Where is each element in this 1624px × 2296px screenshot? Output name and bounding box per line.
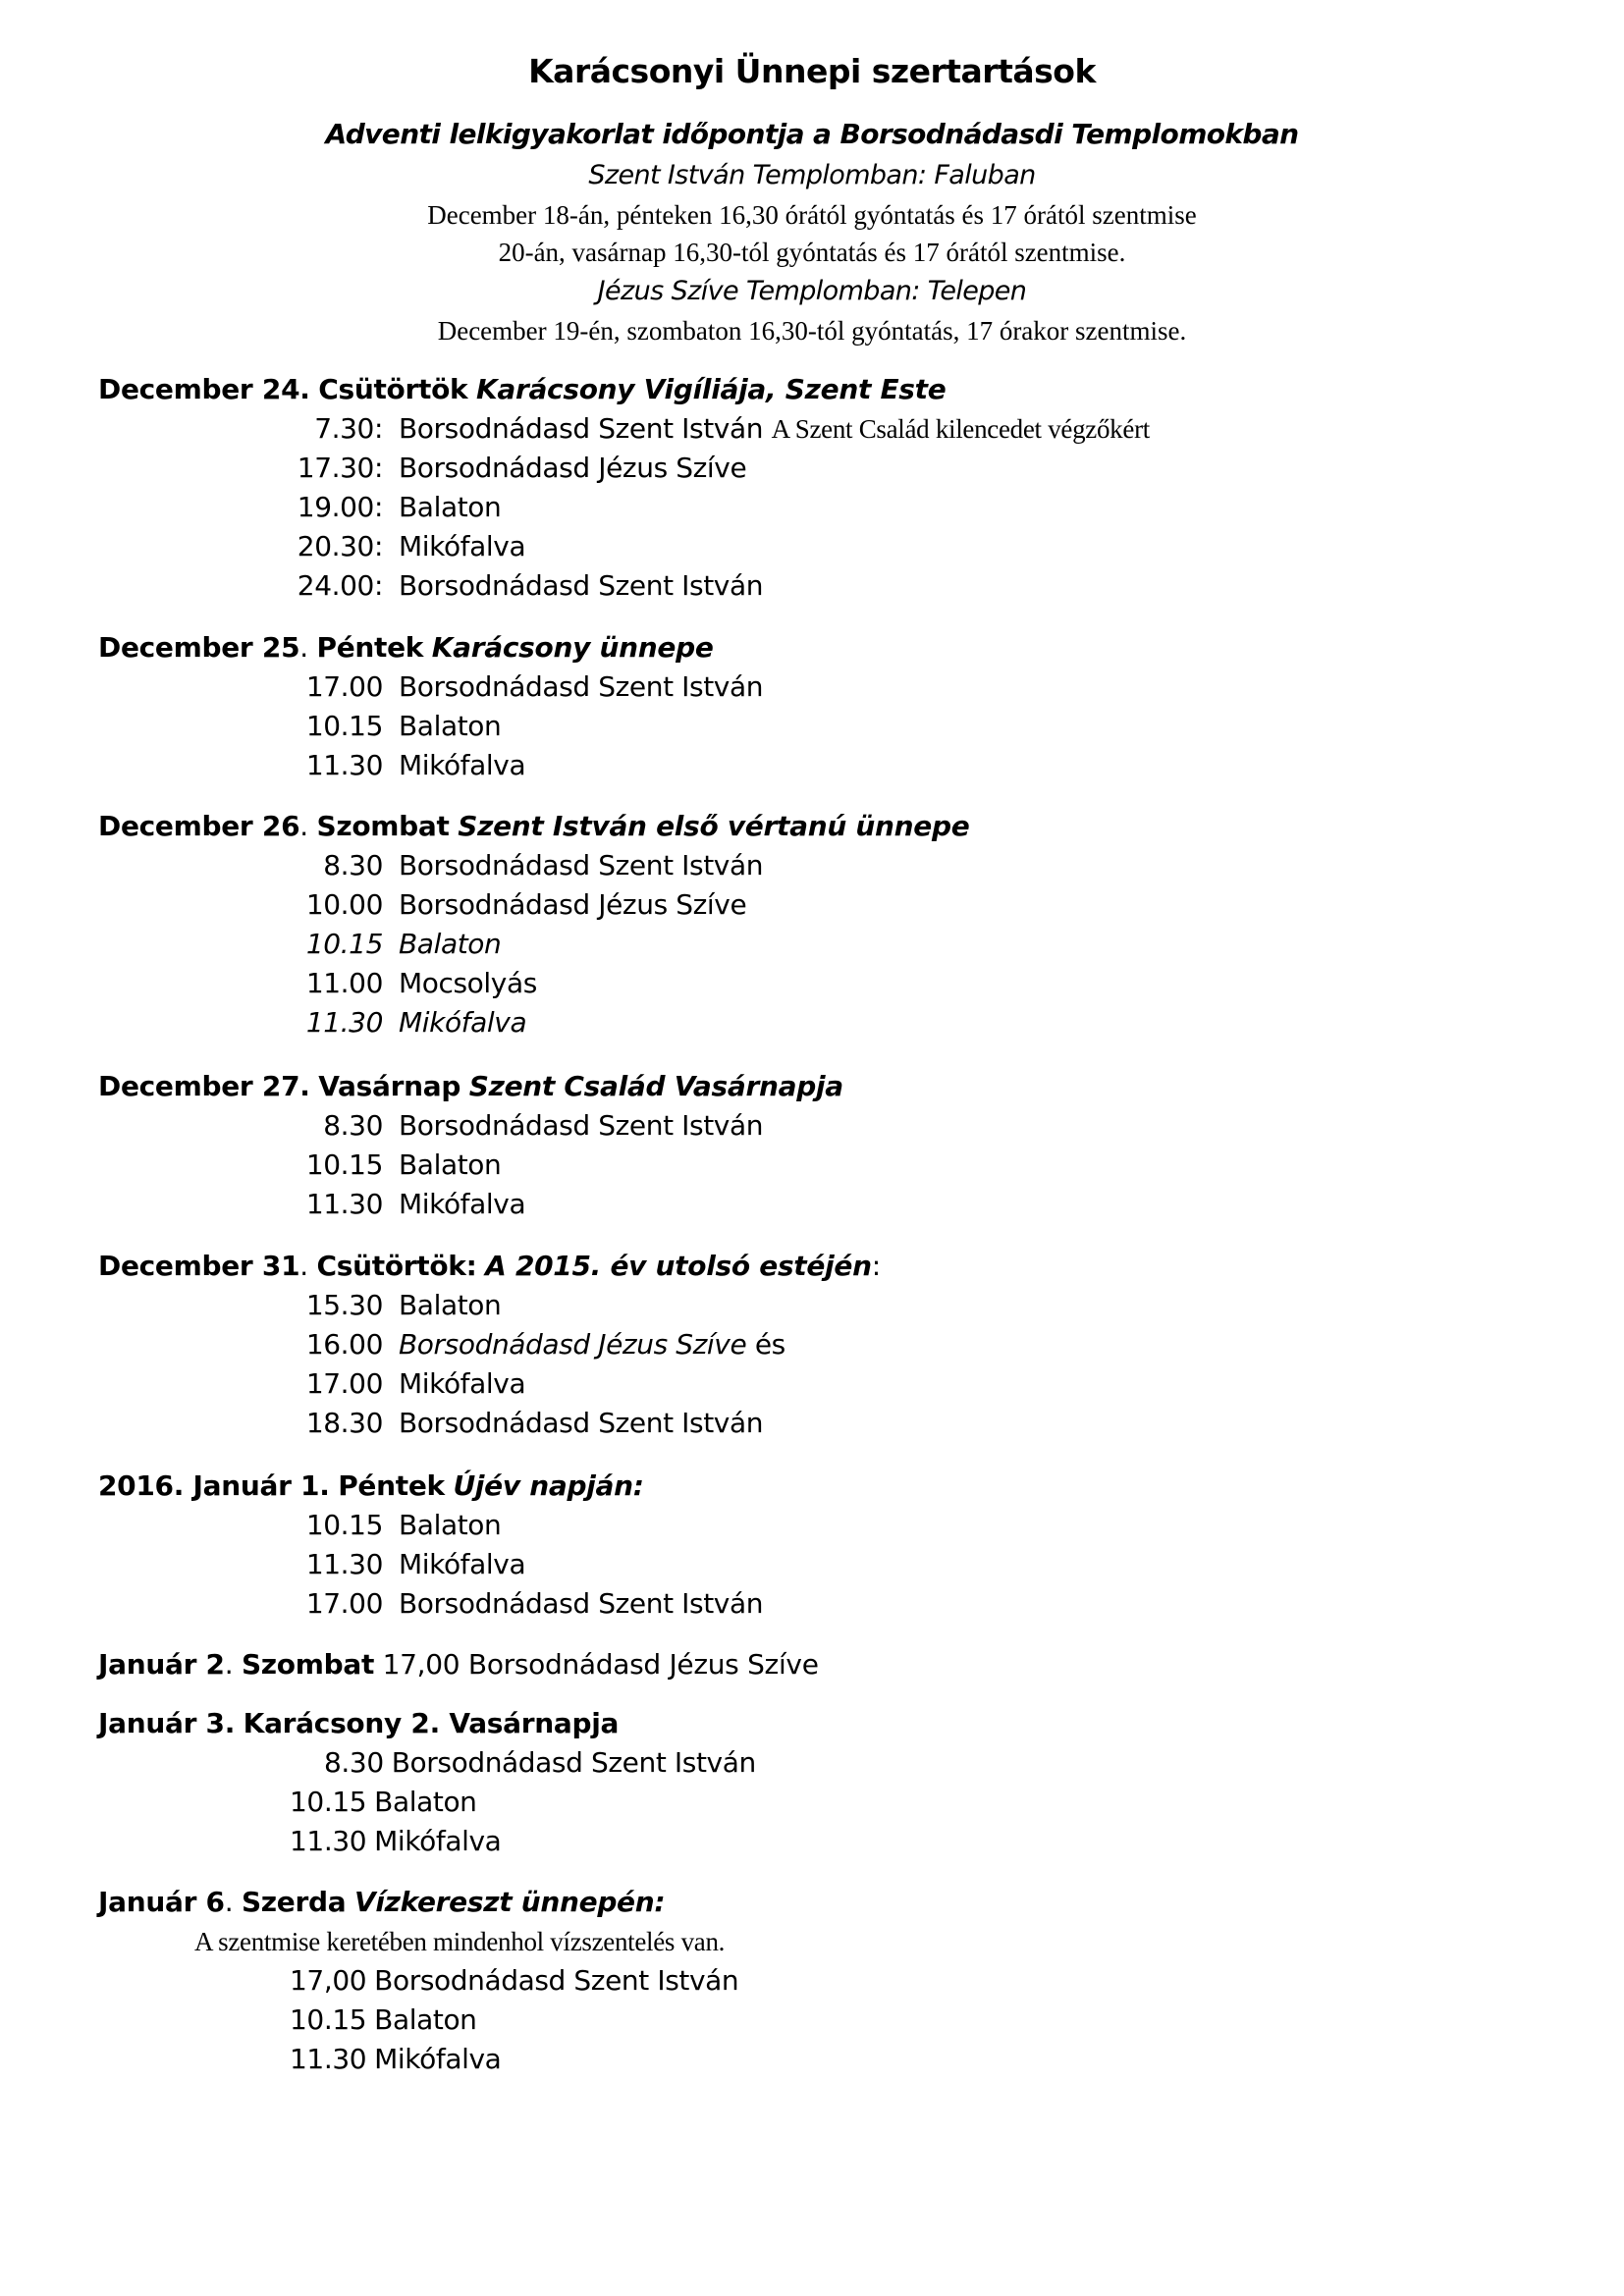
section-heading (98, 370, 1571, 409)
section-weekday: Vasárnap (318, 1070, 461, 1102)
section-date: Január 6 (98, 1886, 225, 1918)
mass-place: Balaton (374, 2003, 477, 2036)
mass-time: 10.15 (290, 1786, 367, 1818)
mass-time: 11.30 (305, 1006, 383, 1039)
mass-row (98, 2001, 1571, 2040)
mass-row (98, 1783, 1571, 1822)
mass-place: Mikófalva (399, 749, 526, 781)
section-dec-31 (98, 1247, 1571, 1443)
section-weekday: Péntek (316, 631, 424, 664)
mass-row (98, 488, 1571, 527)
section-heading (98, 1467, 1571, 1506)
section-weekday: Karácsony 2. Vasárnapja (243, 1707, 620, 1739)
section-weekday: Csütörtök (318, 373, 468, 405)
mass-time: 17.00 (305, 1587, 383, 1620)
mass-time: 8.30 (323, 849, 383, 881)
mass-row (98, 1286, 1571, 1325)
section-feast: Szent Család Vasárnapja (468, 1070, 843, 1102)
mass-time: 10.00 (305, 888, 383, 921)
mass-row (98, 527, 1571, 566)
section-date-separator: . (224, 1648, 234, 1681)
section-heading (98, 628, 1571, 667)
church2-schedule-line-1: December 19-én, szombaton 16,30-tól gyóntatás, 17 órakor szentmise. (437, 316, 1187, 346)
section-date-separator: . (319, 1469, 330, 1502)
mass-row (98, 1961, 1571, 2001)
section-date-separator: . (299, 810, 308, 842)
church1-heading: Szent István Templomban: Faluban (588, 160, 1036, 190)
section-jan-3 (98, 1704, 1571, 1861)
mass-time: 20.30: (297, 530, 383, 562)
mass-time: 8.30 (324, 1746, 384, 1779)
mass-place: Mocsolyás (399, 967, 537, 999)
section-date-separator: . (299, 1070, 310, 1102)
section-feast-suffix: : (871, 1250, 881, 1282)
mass-row (98, 1003, 1571, 1042)
mass-time: 11.30 (305, 1188, 383, 1220)
mass-row (98, 1545, 1571, 1584)
section-date: Január 3 (98, 1707, 225, 1739)
mass-row (98, 566, 1571, 606)
section-date: December 24 (98, 373, 300, 405)
section-date-separator: . (224, 1886, 234, 1918)
mass-time: 10.15 (290, 2003, 367, 2036)
church1-schedule-line-2: 20-án, vasárnap 16,30-tól gyóntatás és 17 órától szentmise. (498, 238, 1126, 267)
mass-place: Borsodnádasd Szent István (399, 849, 764, 881)
mass-place: Borsodnádasd Szent István (399, 569, 764, 602)
mass-place: Mikófalva (399, 1006, 527, 1039)
mass-time: 7.30: (314, 412, 383, 445)
mass-place: Borsodnádasd Szent István (399, 412, 764, 445)
section-date: 2016. Január 1 (98, 1469, 320, 1502)
section-weekday: Szombat (241, 1648, 375, 1681)
mass-place: Mikófalva (399, 530, 526, 562)
mass-place: Balaton (399, 710, 502, 742)
section-weekday: Csütörtök: (316, 1250, 477, 1282)
mass-place: Mikófalva (399, 1188, 526, 1220)
section-feast: Vízkereszt ünnepén: (353, 1886, 666, 1918)
section-jan-6 (98, 1883, 1571, 2079)
mass-time: 11.00 (305, 967, 383, 999)
mass-time: 11.30 (305, 1548, 383, 1580)
section-date: December 27 (98, 1070, 300, 1102)
section-dec-27 (98, 1067, 1571, 1224)
section-date: December 26 (98, 810, 300, 842)
mass-time: 10.15 (305, 1148, 383, 1181)
mass-place: Mikófalva (399, 1367, 526, 1400)
mass-time: 17.00 (305, 670, 383, 703)
section-date: December 25 (98, 631, 300, 664)
section-heading (98, 1247, 1571, 1286)
section-feast: Szent István első vértanú ünnepe (458, 810, 970, 842)
section-heading (98, 1704, 1571, 1743)
mass-place: Borsodnádasd Szent István (399, 1407, 764, 1439)
advent-heading: Adventi lelkigyakorlat időpontja a Borsodnádasdi Templomokban (325, 118, 1299, 150)
mass-place: Mikófalva (374, 2043, 502, 2075)
mass-time: 18.30 (305, 1407, 383, 1439)
section-dec-25 (98, 628, 1571, 785)
mass-row (98, 1506, 1571, 1545)
mass-row (98, 449, 1571, 488)
mass-time: 15.30 (305, 1289, 383, 1321)
section-heading (98, 1067, 1571, 1106)
mass-row (98, 1185, 1571, 1224)
mass-note: A Szent Család kilencedet végzőkért (771, 414, 1150, 444)
section-date: Január 2 (98, 1648, 225, 1681)
section-date-separator: . (299, 1250, 308, 1282)
mass-place: Balaton (374, 1786, 477, 1818)
mass-row (98, 1325, 1571, 1364)
mass-row (98, 1743, 1571, 1783)
mass-time: 17.00 (305, 1367, 383, 1400)
mass-suffix: és (754, 1328, 785, 1361)
page-title: Karácsonyi Ünnepi szertartások (528, 52, 1096, 90)
mass-time: 10.15 (305, 1509, 383, 1541)
mass-time: 11.30 (290, 1825, 367, 1857)
section-date-separator: . (224, 1707, 236, 1739)
mass-time: 10.15 (305, 710, 383, 742)
mass-time: 17.30: (297, 452, 383, 484)
church1-schedule-line-1: December 18-án, pénteken 16,30 órától gyóntatás és 17 órától szentmise (427, 200, 1197, 230)
mass-place: Borsodnádasd Szent István (374, 1964, 739, 1997)
mass-row (98, 964, 1571, 1003)
section-weekday: Szombat (316, 810, 450, 842)
mass-place: Borsodnádasd Szent István (391, 1746, 756, 1779)
section-heading (98, 1883, 1571, 1922)
mass-row (98, 746, 1571, 785)
mass-row (98, 846, 1571, 885)
mass-time: 19.00: (297, 491, 383, 523)
mass-place: Borsodnádasd Szent István (399, 1587, 764, 1620)
section-dec-26 (98, 807, 1571, 1042)
mass-time: 8.30 (323, 1109, 383, 1142)
section-heading (98, 1645, 1571, 1684)
section-heading (98, 807, 1571, 846)
mass-time: 16.00 (305, 1328, 383, 1361)
section-jan-2 (98, 1645, 1571, 1684)
mass-place: Balaton (399, 1148, 502, 1181)
mass-row (98, 1146, 1571, 1185)
section-feast: Karácsony ünnepe (431, 631, 714, 664)
section-date: December 31 (98, 1250, 300, 1282)
mass-row (98, 1404, 1571, 1443)
mass-time: 11.30 (305, 749, 383, 781)
section-feast: A 2015. év utolsó estéjén (485, 1250, 872, 1282)
mass-place: Balaton (399, 1289, 502, 1321)
mass-time: 11.30 (290, 2043, 367, 2075)
mass-place: Mikófalva (399, 1548, 526, 1580)
mass-row (98, 1106, 1571, 1146)
mass-row (98, 1822, 1571, 1861)
section-inline-mass: 17,00 Borsodnádasd Jézus Szíve (382, 1648, 819, 1681)
mass-row (98, 1364, 1571, 1404)
section-dec-24 (98, 370, 1571, 606)
mass-row (98, 2040, 1571, 2079)
section-date-separator: . (299, 373, 310, 405)
mass-place: Borsodnádasd Jézus Szíve (399, 1328, 747, 1361)
mass-time: 17,00 (290, 1964, 367, 1997)
section-feast: Újév napján: (453, 1469, 644, 1502)
mass-place: Borsodnádasd Szent István (399, 670, 764, 703)
mass-time: 24.00: (297, 569, 383, 602)
section-feast: Karácsony Vigíliája, Szent Este (475, 373, 947, 405)
mass-row (98, 409, 1571, 449)
church2-heading: Jézus Szíve Templomban: Telepen (597, 276, 1027, 306)
section-note: A szentmise keretében mindenhol vízszentelés van. (194, 1927, 726, 1956)
mass-row (98, 1584, 1571, 1624)
mass-place: Borsodnádasd Jézus Szíve (399, 888, 747, 921)
mass-place: Balaton (399, 1509, 502, 1541)
section-date-separator: . (299, 631, 308, 664)
mass-row (98, 925, 1571, 964)
mass-row (98, 667, 1571, 707)
mass-place: Mikófalva (374, 1825, 502, 1857)
mass-row (98, 885, 1571, 925)
mass-time: 10.15 (305, 928, 383, 960)
section-jan-1 (98, 1467, 1571, 1624)
mass-row (98, 707, 1571, 746)
mass-place: Borsodnádasd Jézus Szíve (399, 452, 747, 484)
mass-place: Borsodnádasd Szent István (399, 1109, 764, 1142)
mass-place: Balaton (399, 928, 502, 960)
section-weekday: Szerda (241, 1886, 347, 1918)
section-weekday: Péntek (338, 1469, 445, 1502)
mass-place: Balaton (399, 491, 502, 523)
